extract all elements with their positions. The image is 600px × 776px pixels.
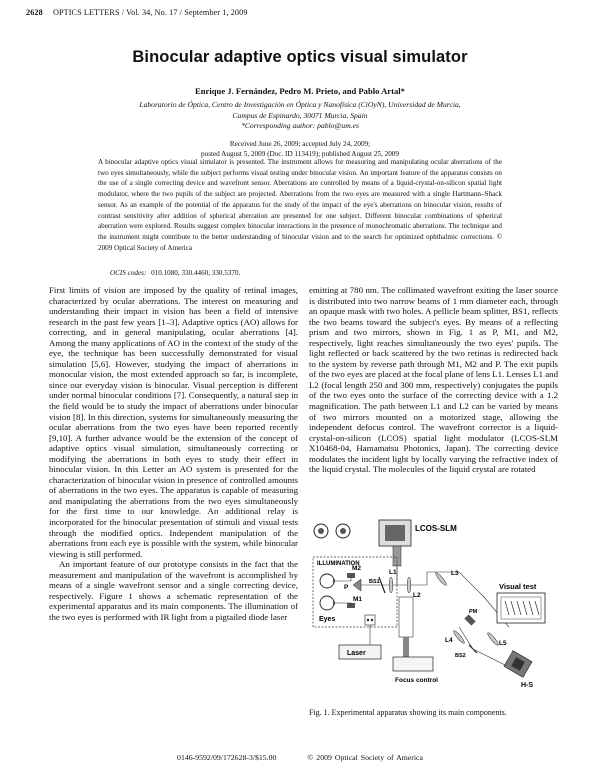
label-laser: Laser — [347, 650, 366, 657]
pellicle-mirror-icon — [464, 614, 475, 625]
label-p: P — [344, 584, 349, 591]
lcos-slm — [314, 520, 457, 566]
dates-line-1: Received June 26, 2009; accepted July 24, 2009; — [229, 140, 371, 148]
running-head — [26, 8, 248, 17]
label-l4: L4 — [445, 637, 453, 644]
ocis-values: 010.1080, 330.4460, 330.5370. — [151, 269, 241, 277]
lens-l3-icon — [434, 572, 447, 587]
affiliation-line-1: Laboratorio de Óptica, Centro de Investigación en Óptica y Nanofísica (CiOyN), Universidad de Murcia, — [139, 100, 461, 109]
label-l5: L5 — [499, 640, 507, 647]
lens-l4-icon — [452, 630, 465, 645]
motorized-stage-icon — [399, 597, 413, 637]
page-footer — [0, 753, 600, 762]
hartmann-shack-sensor-icon — [504, 651, 532, 678]
mask-icon — [365, 615, 375, 625]
visual-test-display — [497, 593, 545, 623]
label-bs2: BS2 — [455, 653, 466, 659]
ocis-codes — [110, 269, 240, 277]
body-paragraph: First limits of vision are imposed by the quality of retinal images, characterized by ocular aberrations. The interest on measuring and understanding their impact in vision has been a field of intensive research in the past few years [1–3]. Adaptive optics (AO) allows for correcting, and in general manipulating, ocular aberrations [4]. Among the many applications of AO in the context of the study of the eye, the technique has been successfully demonstrated for visual simulation [5,6]. However, studying the impact of aberrations in monocular vision, the most extended approach so far, is incomplete, since our everyday vision is binocular. Visual perception is different under normal binocular conditions [7]. Consequently, a natural step in the field would be to study the impact of aberrations under binocular vision [8]. In this direction, systems for simultaneously measuring the ocular aberrations from the two eyes have been reported recently [9,10]. A further advance would be the extension of the concept of adaptive optics visual simulation, simultaneously correcting or modifying the aberrations in both eyes to study their effect in binocular vision. In this Letter an AO system is presented for the characterization of binocular vision in presence of controlled amounts of aberrations in the two eyes. The apparatus is capable of measuring and manipulating the aberrations from the two eyes simultaneously for the first time to our knowledge. An additional relay is incorporated for the binocular presentation of stimuli and visual tests through the modified optics. Independent manipulation of the aberrations from each eye is possible with the system, while binocular viewing is still performed. — [49, 285, 298, 559]
dates-line-2: posted August 5, 2009 (Doc. ID 113419); published August 25, 2009 — [201, 149, 399, 158]
copyright-notice: © 2009 Optical Society of America — [307, 753, 423, 762]
label-l3: L3 — [451, 570, 459, 577]
label-m1: M1 — [353, 596, 363, 603]
figure-caption: Fig. 1. Experimental apparatus showing its main components. — [309, 708, 507, 717]
apparatus-diagram — [309, 517, 558, 695]
body-column-right — [309, 285, 558, 475]
label-bs1: BS1 — [369, 579, 380, 585]
paper-title: Binocular adaptive optics visual simulator — [132, 48, 468, 66]
label-m2: M2 — [352, 565, 362, 572]
label-eyes: Eyes — [319, 616, 336, 623]
eyes-icon — [320, 574, 334, 610]
body-paragraph: emitting at 780 nm. The collimated wavefront exiting the laser source is distributed into two narrow beams of 1 mm diameter each, through an opaque mask with two holes. A pellicle beam splitter, BS1, reflects the two beams toward the subject's eyes. By means of a reflecting prism and two mirrors, shown in Fig. 1 as P, M1, and M2, respectively, light reaches simultaneously the two eyes' pupils. The light reflected or back scattered by the two retinas is redirected back to the system by reverse path through M1, M2 and P. The exit pupils of the two eyes are placed at the focal plane of lens L1. Lenses L1 and L2 (focal length 250 and 300 mm, respectively) conjugates the pupils of the two eyes onto the surface of the correcting device with a 1.2 magnification. The path between L1 and L2 can be varied by means of two mirrors mounted on a motorized stage, allowing the independent defocus control. The wavefront corrector is a liquid-crystal-on-silicon (LCOS) spatial light modulator (LCOS-SLM X10468-04, Hamamatsu Photonics, Japan). The correcting device modulates the incident light by locally varying the refractive index of the liquid crystal. The molecules of the liquid crystal are rotated — [309, 285, 558, 475]
body-column-left — [49, 285, 298, 623]
affiliation-line-2: Campus de Espinardo, 30071 Murcia, Spain — [232, 110, 368, 120]
abstract: A binocular adaptive optics visual simulator is presented. The instrument allows for measuring and manipulating ocular aberrations of the two eyes simultaneously, while the subject performs visual testing under binocular vision. An important feature of the apparatus consists on the use of a single correcting device and wavefront sensor. Aberrations are controlled by means of a liquid-crystal-on-silicon spatial light modulator, where the two pupils of the subject are projected. Aberrations from the two eyes are measured with a single Hartmann–Shack sensor. As an example of the potential of the apparatus for the study of the impact of the eye's aberrations on binocular vision, results of contrast sensitivity after addition of spherical aberration are presented for one subject. Different binocular combinations of spherical aberration were explored. Results suggest complex binocular interactions in the presence of monochromatic aberrations. The technique and the instrument might contribute to the better understanding of binocular vision and to the search for optimized ophthalmic corrections. © 2009 Optical Society of America — [98, 158, 502, 252]
lens-l5-icon — [486, 632, 499, 647]
author-list: Enrique J. Fernández, Pedro M. Prieto, and Pablo Artal* — [195, 86, 405, 96]
prism-icon — [353, 579, 361, 591]
label-illumination: ILLUMINATION — [317, 561, 360, 567]
journal-line: OPTICS LETTERS / Vol. 34, No. 17 / September 1, 2009 — [52, 8, 248, 17]
lens-l2-icon — [407, 577, 411, 593]
label-hs: H-S — [521, 682, 534, 689]
corresponding-author: *Corresponding author: pablo@um.es — [241, 121, 359, 130]
label-l1: L1 — [389, 569, 397, 576]
figure-1-schematic — [309, 517, 558, 695]
label-pm: PM — [469, 609, 478, 615]
label-visual-test: Visual test — [499, 582, 537, 591]
focus-control-box — [393, 657, 433, 671]
label-lcos: LCOS-SLM — [415, 524, 457, 533]
page-number: 2628 — [26, 8, 43, 17]
label-focus-control: Focus control — [395, 677, 438, 684]
label-l2: L2 — [413, 592, 421, 599]
affiliation — [60, 100, 540, 132]
lens-l1-icon — [389, 577, 393, 593]
body-paragraph: An important feature of our prototype consists in the fact that the measurement and manipulation of the wavefront is accomplished by means of a single wavefront sensor and a single correcting device, respectively. Figure 1 shows a schematic representation of the experimental apparatus and its main components. The illumination of the two eyes is performed with IR light from a pigtailed diode laser — [49, 559, 298, 622]
ocis-label: OCIS codes: — [110, 269, 147, 277]
article-code: 0146-9592/09/172628-3/$15.00 — [177, 753, 277, 762]
